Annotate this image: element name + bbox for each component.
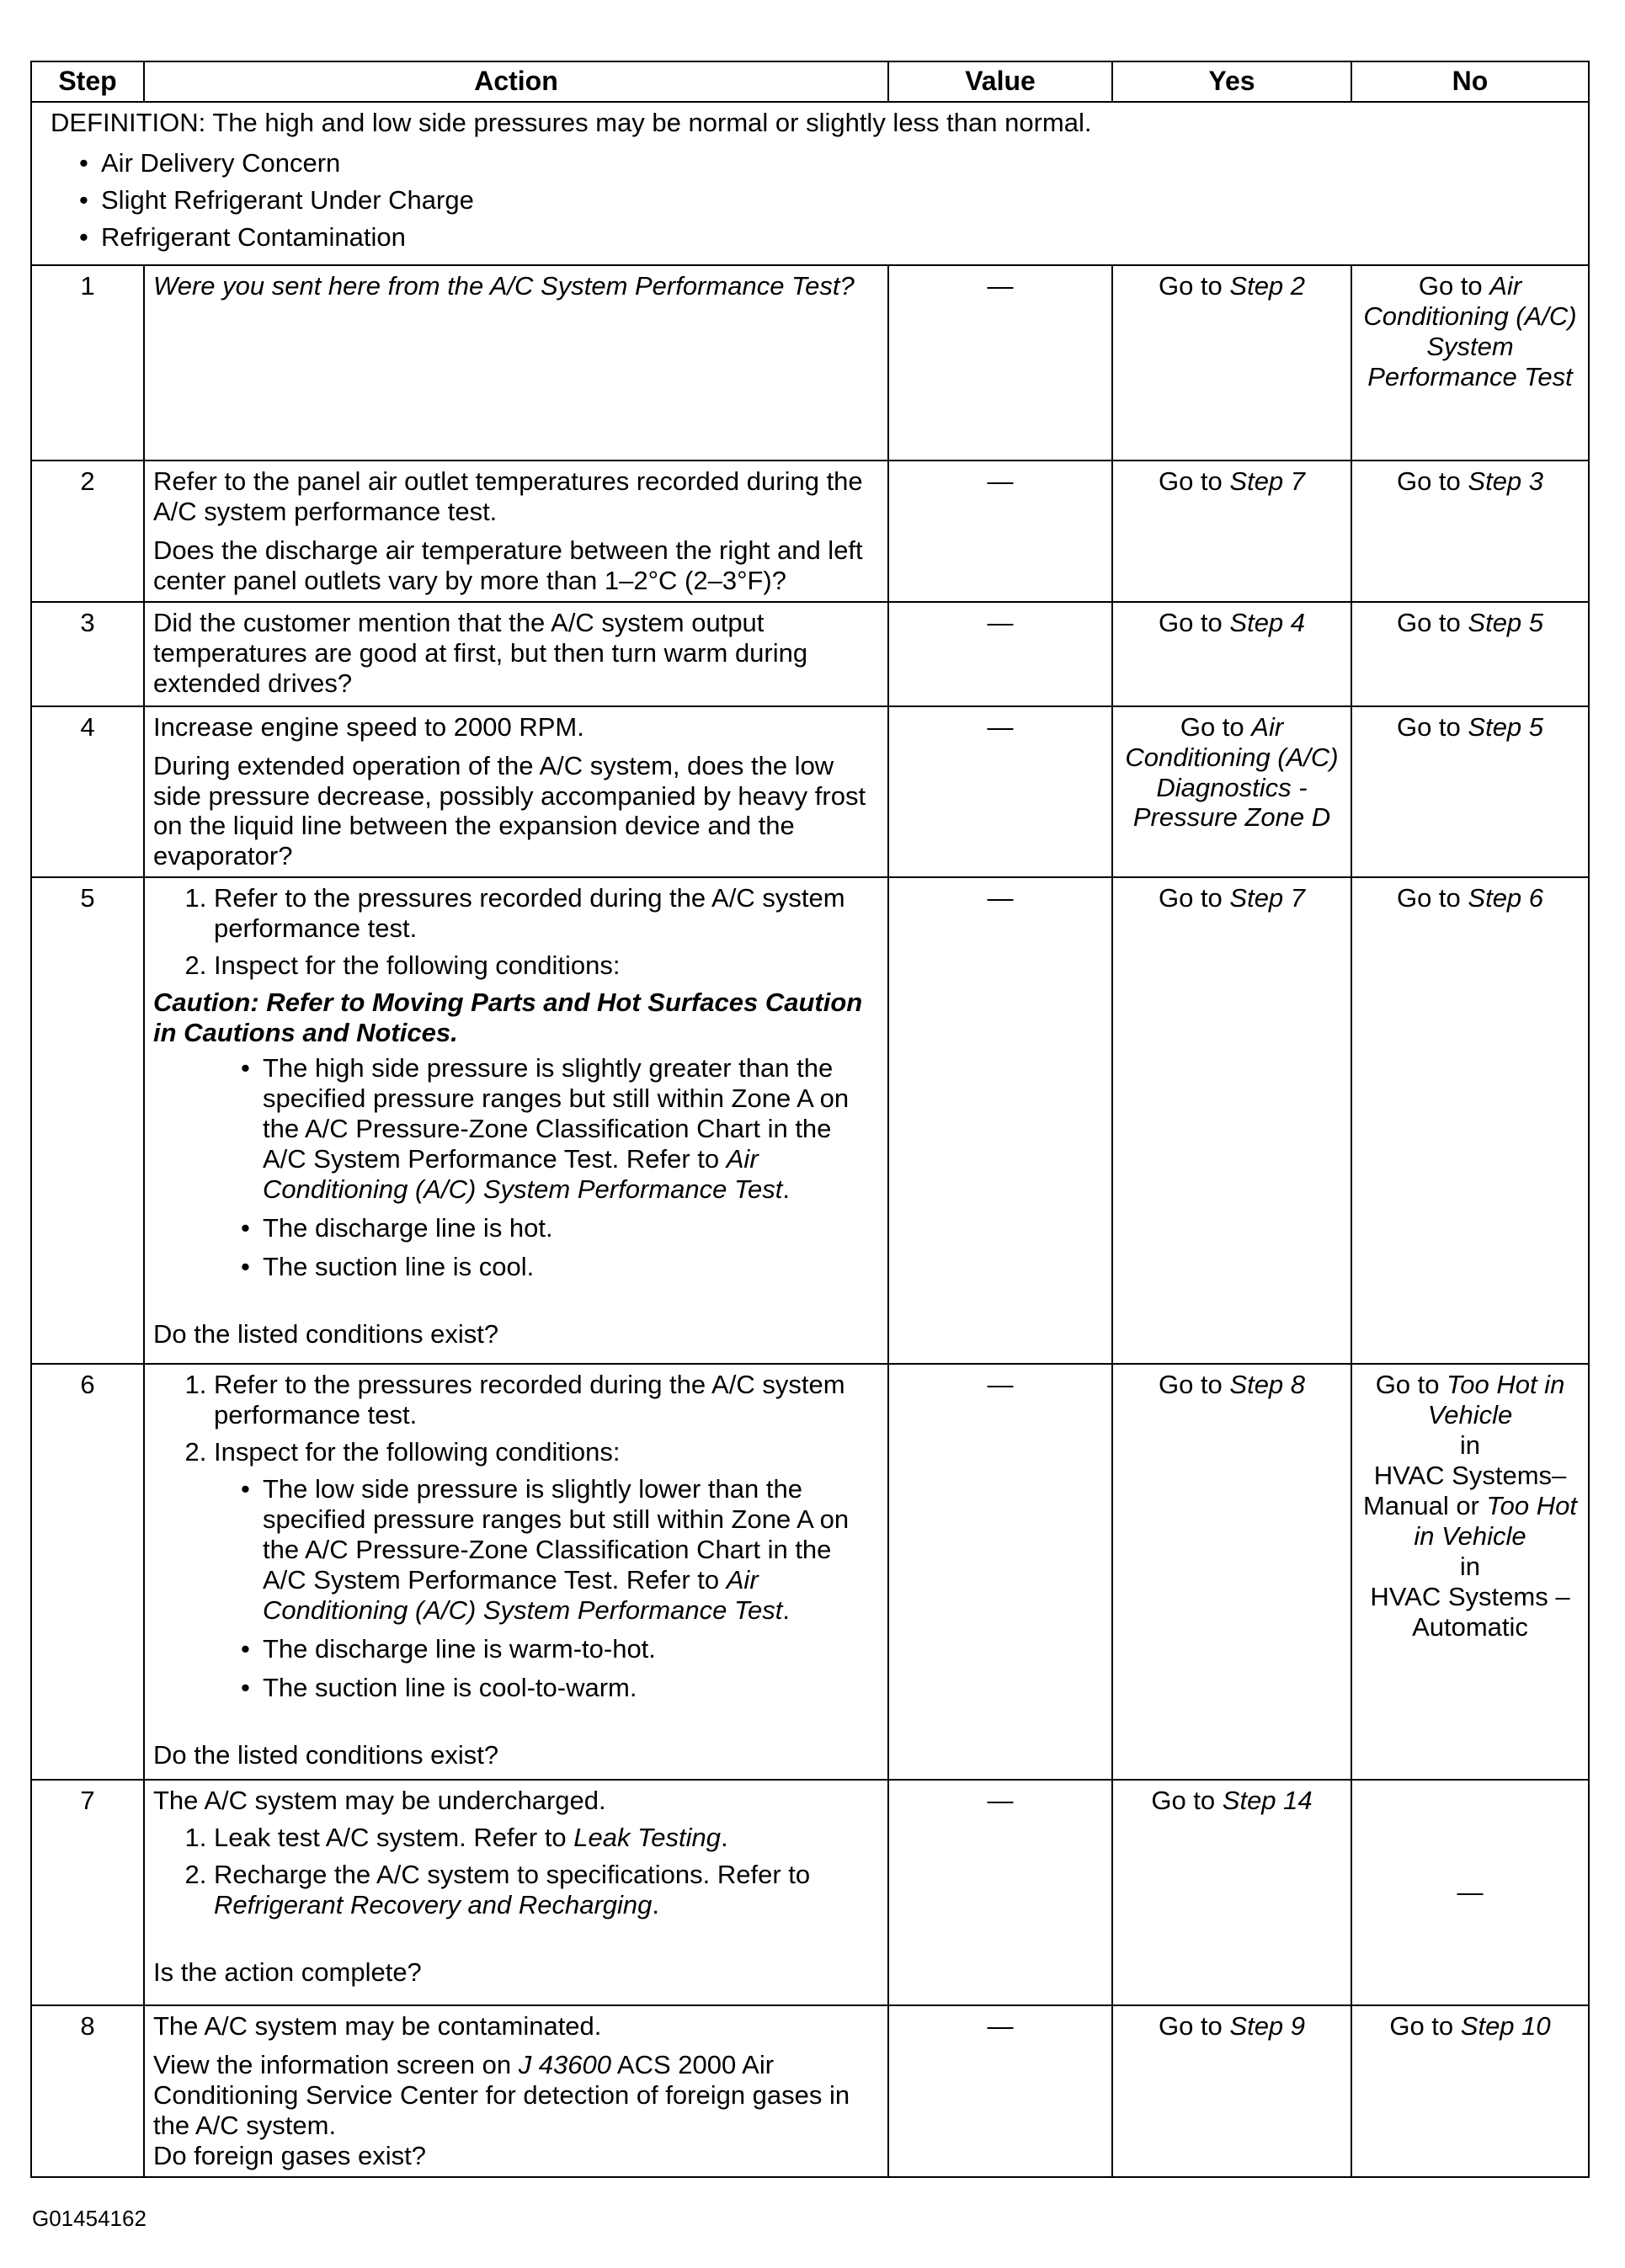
caution-text: Caution: Refer to Moving Parts and Hot Surfaces Caution in Cautions and Notices. [153,988,863,1048]
condition-item: • The low side pressure is slightly lower than the specified pressure ranges but still within Zone A on the A/C Pressure-Zone Classification Chart in the A/C System Performance Test. Refer to Air Conditioning (A/C) System Performance Test. [263,1474,879,1626]
definition-list [51,148,1569,253]
header-value: Value [888,61,1112,102]
header-step: Step [31,61,144,102]
condition-item: • The high side pressure is slightly greater than the specified pressure ranges but still within Zone A on the A/C Pressure-Zone Classification Chart in the A/C System Performance Test. Refer to Air Conditioning (A/C) System Performance Test. [263,1053,879,1205]
table-row-step-8 [31,2005,1589,2177]
no-cell: Go to Air Conditioning (A/C) System Performance Test [1351,265,1589,461]
value-cell: — [888,1364,1112,1780]
step-number: 2 [31,461,144,602]
substep: 1. Leak test A/C system. Refer to Leak Testing. [214,1823,879,1853]
no-cell: Go to Step 6 [1351,877,1589,1364]
yes-link[interactable]: Step 8 [1229,1370,1306,1400]
reference-link[interactable]: Refrigerant Recovery and Recharging [214,1890,653,1920]
table-row-step-5 [31,877,1589,1364]
no-cell: Go to Step 5 [1351,706,1589,878]
header-action: Action [144,61,888,102]
figure-id: G01454162 [32,2206,147,2231]
step-instruction: Refer to the panel air outlet temperatures recorded during the A/C system performance test. [153,466,863,526]
table-row-step-4 [31,706,1589,878]
tool-reference: J 43600 [518,2050,612,2080]
step-instruction: View the information screen on J 43600 ACS 2000 Air Conditioning Service Center for detection of foreign gases in the A/C system. [153,2050,850,2141]
action-cell [144,265,888,461]
step-substeps [153,883,879,981]
step-question: Does the discharge air temperature between the right and left center panel outlets vary by more than 1–2°C (2–3°F)? [153,535,863,595]
substep: 1. Refer to the pressures recorded during the A/C system performance test. [214,1370,879,1430]
step-question: Do the listed conditions exist? [153,1318,499,1349]
step-instruction: The A/C system may be contaminated. [153,2011,602,2042]
reference-link[interactable]: Air Conditioning (A/C) System Performance Test [263,1565,783,1626]
step-question: Is the action complete? [153,1957,422,1988]
yes-link[interactable]: Step 9 [1229,2011,1306,2042]
table-row-step-2 [31,461,1589,602]
no-link[interactable]: Step 5 [1468,607,1544,637]
value-cell: — [888,2005,1112,2177]
step-instruction: Increase engine speed to 2000 RPM. [153,711,584,742]
yes-cell: Go to Step 7 [1112,877,1351,1364]
yes-cell: Go to Step 9 [1112,2005,1351,2177]
definition-item: • Air Delivery Concern [101,148,1569,178]
no-cell: Go to Step 10 [1351,2005,1589,2177]
value-cell: — [888,706,1112,878]
action-cell [144,1780,888,2005]
header-yes: Yes [1112,61,1351,102]
step-question: Do the listed conditions exist? [153,1739,499,1770]
step-number: 5 [31,877,144,1364]
step-number: 6 [31,1364,144,1780]
yes-link[interactable]: Air Conditioning (A/C) Diagnostics - Pressure Zone D [1125,711,1339,833]
step-number: 8 [31,2005,144,2177]
definition-item: • Refrigerant Contamination [101,222,1569,253]
value-cell: — [888,1780,1112,2005]
action-cell [144,706,888,878]
yes-link[interactable]: Step 7 [1229,883,1306,913]
yes-cell: Go to Step 14 [1112,1780,1351,2005]
reference-link[interactable]: Air Conditioning (A/C) System Performance Test [263,1144,783,1204]
action-cell [144,2005,888,2177]
substep: 2. Recharge the A/C system to specifications. Refer to Refrigerant Recovery and Recharging. [214,1860,879,1920]
table-row-step-1 [31,265,1589,461]
substep: 1. Refer to the pressures recorded during the A/C system performance test. [214,883,879,944]
header-no: No [1351,61,1589,102]
step-substeps [153,1823,879,1920]
definition-text: DEFINITION: The high and low side pressures may be normal or slightly less than normal. [51,108,1092,137]
condition-item: • The suction line is cool-to-warm. [263,1673,879,1703]
no-cell: Go to Step 5 [1351,602,1589,706]
no-cell: Go to Too Hot in Vehicle in HVAC Systems–Manual or Too Hot in Vehicle in HVAC Systems – Automatic [1351,1364,1589,1780]
step-number: 1 [31,265,144,461]
yes-link[interactable]: Step 2 [1229,270,1306,301]
no-cell: Go to Step 3 [1351,461,1589,602]
step-question: During extended operation of the A/C system, does the low side pressure decrease, possibly accompanied by heavy frost on the liquid line between the expansion device and the evaporator? [153,750,866,871]
yes-cell: Go to Air Conditioning (A/C) Diagnostics - Pressure Zone D [1112,706,1351,878]
action-cell [144,1364,888,1780]
yes-cell: Go to Step 2 [1112,265,1351,461]
substep: 2. Inspect for the following conditions: [214,950,879,981]
yes-cell: Go to Step 4 [1112,602,1351,706]
step-substeps [153,1370,879,1467]
action-cell [144,461,888,602]
definition-item: • Slight Refrigerant Under Charge [101,185,1569,216]
no-link[interactable]: Air Conditioning (A/C) System Performance Test [1363,270,1577,391]
step-question: Do foreign gases exist? [153,2141,426,2171]
table-row-step-7 [31,1780,1589,2005]
value-cell: — [888,602,1112,706]
value-cell: — [888,265,1112,461]
condition-list [153,1474,879,1703]
diagnostic-table-sheet [30,61,1588,2178]
no-link[interactable]: Too Hot in Vehicle [1414,1491,1577,1552]
reference-link[interactable]: Leak Testing [573,1823,721,1853]
yes-link[interactable]: Step 4 [1229,607,1306,637]
header-row [31,61,1589,102]
condition-list [153,1053,879,1282]
step-number: 3 [31,602,144,706]
value-cell: — [888,461,1112,602]
yes-link[interactable]: Step 14 [1222,1786,1313,1816]
no-link[interactable]: Step 6 [1468,883,1544,913]
condition-item: • The discharge line is hot. [263,1213,879,1243]
step-number: 7 [31,1780,144,2005]
yes-link[interactable]: Step 7 [1229,466,1306,496]
step-question: Did the customer mention that the A/C system output temperatures are good at first, but then turn warm during extended drives? [153,607,808,698]
no-link[interactable]: Step 3 [1468,466,1544,496]
table-row-step-6 [31,1364,1589,1780]
step-number: 4 [31,706,144,878]
diagnostic-table [30,61,1590,2178]
step-question: Were you sent here from the A/C System Performance Test? [153,270,855,301]
yes-cell: Go to Step 8 [1112,1364,1351,1780]
action-cell [144,877,888,1364]
no-cell: — [1351,1780,1589,2005]
substep: 2. Inspect for the following conditions: [214,1437,879,1467]
no-link[interactable]: Step 5 [1468,711,1544,742]
definition-row [31,102,1589,265]
step-instruction: The A/C system may be undercharged. [153,1786,606,1816]
action-cell [144,602,888,706]
no-link[interactable]: Too Hot in Vehicle [1427,1370,1565,1430]
yes-cell: Go to Step 7 [1112,461,1351,602]
table-row-step-3 [31,602,1589,706]
no-link[interactable]: Step 10 [1460,2011,1551,2042]
condition-item: • The suction line is cool. [263,1252,879,1282]
condition-item: • The discharge line is warm-to-hot. [263,1634,879,1664]
value-cell: — [888,877,1112,1364]
